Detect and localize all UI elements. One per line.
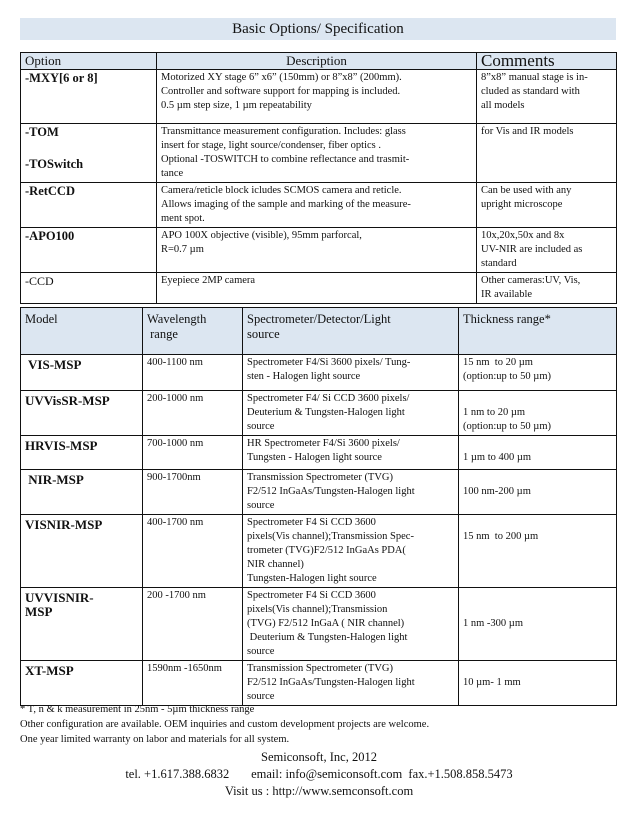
- model-thickness: 1 nm -300 µm: [459, 588, 617, 661]
- option-row: [21, 273, 617, 304]
- model-row: [21, 661, 617, 706]
- model-spectrometer: Transmission Spectrometer (TVG) F2/512 InGaAs/Tungsten-Halogen light source: [243, 661, 459, 706]
- model-thickness: 10 µm- 1 mm: [459, 661, 617, 706]
- option-comments: 8”x8” manual stage is in- cluded as standard with all models: [477, 70, 617, 124]
- footnote-warranty: One year limited warranty on labor and materials for all system.: [20, 734, 290, 745]
- option-comments: Other cameras:UV, Vis, IR available: [477, 273, 617, 304]
- model-spectrometer: Spectrometer F4 Si CCD 3600 pixels(Vis channel);Transmission (TVG) F2/512 InGaA ( NIR channel) Deuterium & Tungsten-Halogen light source: [243, 588, 459, 661]
- model-name: VISNIR-MSP: [21, 515, 143, 588]
- option-description: Motorized XY stage 6” x6” (150mm) or 8”x8” (200mm). Controller and software support for mapping is included. 0.5 µm step size, 1 µm repeatability: [157, 70, 477, 124]
- spectrometer-column-header: Spectrometer/Detector/Light source: [243, 308, 459, 355]
- model-spectrometer: Spectrometer F4 Si CCD 3600 pixels(Vis channel);Transmission Spec- trometer (TVG)F2/512 InGaAs PDA( NIR channel) Tungsten-Halogen light source: [243, 515, 459, 588]
- option-description: Eyepiece 2MP camera: [157, 273, 477, 304]
- website-line: Visit us : http://www.semconsoft.com: [224, 784, 414, 798]
- model-row: [21, 470, 617, 515]
- model-wavelength: 1590nm -1650nm: [143, 661, 243, 706]
- model-thickness: 100 nm-200 µm: [459, 470, 617, 515]
- model-name: HRVIS-MSP: [21, 436, 143, 470]
- option-description: Camera/reticle block icludes SCMOS camera and reticle. Allows imaging of the sample and marking of the measure- ment spot.: [157, 183, 477, 228]
- model-thickness: 1 nm to 20 µm (option:up to 50 µm): [459, 391, 617, 436]
- model-spectrometer: Spectrometer F4/Si 3600 pixels/ Tung- sten - Halogen light source: [243, 355, 459, 391]
- model-name: UVVISNIR- MSP: [21, 588, 143, 661]
- comments-column-header: Comments: [477, 53, 617, 70]
- option-code: -APO100: [21, 228, 157, 273]
- model-row: [21, 355, 617, 391]
- model-wavelength: 700-1000 nm: [143, 436, 243, 470]
- model-thickness: 15 nm to 20 µm (option:up to 50 µm): [459, 355, 617, 391]
- model-row: [21, 515, 617, 588]
- option-row: [21, 124, 617, 183]
- model-row: [21, 436, 617, 470]
- model-wavelength: 400-1100 nm: [143, 355, 243, 391]
- model-name: NIR-MSP: [21, 470, 143, 515]
- model-spectrometer: Transmission Spectrometer (TVG) F2/512 InGaAs/Tungsten-Halogen light source: [243, 470, 459, 515]
- model-spectrometer: Spectrometer F4/ Si CCD 3600 pixels/ Deuterium & Tungsten-Halogen light source: [243, 391, 459, 436]
- company-name: Semiconsoft, Inc, 2012: [261, 750, 377, 764]
- option-description: APO 100X objective (visible), 95mm parforcal, R=0.7 µm: [157, 228, 477, 273]
- model-row: [21, 588, 617, 661]
- option-code: -RetCCD: [21, 183, 157, 228]
- option-row: [21, 183, 617, 228]
- model-name: UVVisSR-MSP: [21, 391, 143, 436]
- thickness-column-header: Thickness range*: [459, 308, 617, 355]
- model-name: VIS-MSP: [21, 355, 143, 391]
- description-column-header: Description: [157, 53, 477, 70]
- footnote-oem: Other configuration are available. OEM inquiries and custom development projects are welcome.: [20, 719, 430, 730]
- model-spectrometer: HR Spectrometer F4/Si 3600 pixels/ Tungsten - Halogen light source: [243, 436, 459, 470]
- option-comments: for Vis and IR models: [477, 124, 617, 183]
- models-table: [20, 307, 617, 706]
- option-row: [21, 228, 617, 273]
- options-table: [20, 52, 617, 304]
- option-code: -MXY[6 or 8]: [21, 70, 157, 124]
- model-thickness: 15 nm to 200 µm: [459, 515, 617, 588]
- model-wavelength: 900-1700nm: [143, 470, 243, 515]
- model-wavelength: 200 -1700 nm: [143, 588, 243, 661]
- page-title: Basic Options/ Specification: [20, 18, 616, 40]
- footnote-thickness: * T, n & k measurement in 25nm - 5µm thickness range: [20, 704, 255, 715]
- wavelength-column-header: Wavelength range: [143, 308, 243, 355]
- option-code: -CCD: [21, 273, 157, 304]
- option-description: Transmittance measurement configuration. Includes: glass insert for stage, light source/condenser, fiber optics . Optional -TOSWITCH to combine reflectance and trasmit- tance: [157, 124, 477, 183]
- models-header-row: [21, 308, 617, 355]
- model-column-header: Model: [21, 308, 143, 355]
- footnotes: [20, 702, 429, 747]
- model-name: XT-MSP: [21, 661, 143, 706]
- model-thickness: 1 µm to 400 µm: [459, 436, 617, 470]
- option-code: -TOM -TOSwitch: [21, 124, 157, 183]
- model-wavelength: 200-1000 nm: [143, 391, 243, 436]
- option-comments: 10x,20x,50x and 8x UV-NIR are included as standard: [477, 228, 617, 273]
- model-row: [21, 391, 617, 436]
- options-header-row: [21, 53, 617, 70]
- contact-line: tel. +1.617.388.6832 email: info@semiconsoft.com fax.+1.508.858.5473: [125, 767, 513, 781]
- option-comments: Can be used with any upright microscope: [477, 183, 617, 228]
- model-wavelength: 400-1700 nm: [143, 515, 243, 588]
- option-row: [21, 70, 617, 124]
- option-column-header: Option: [21, 53, 157, 70]
